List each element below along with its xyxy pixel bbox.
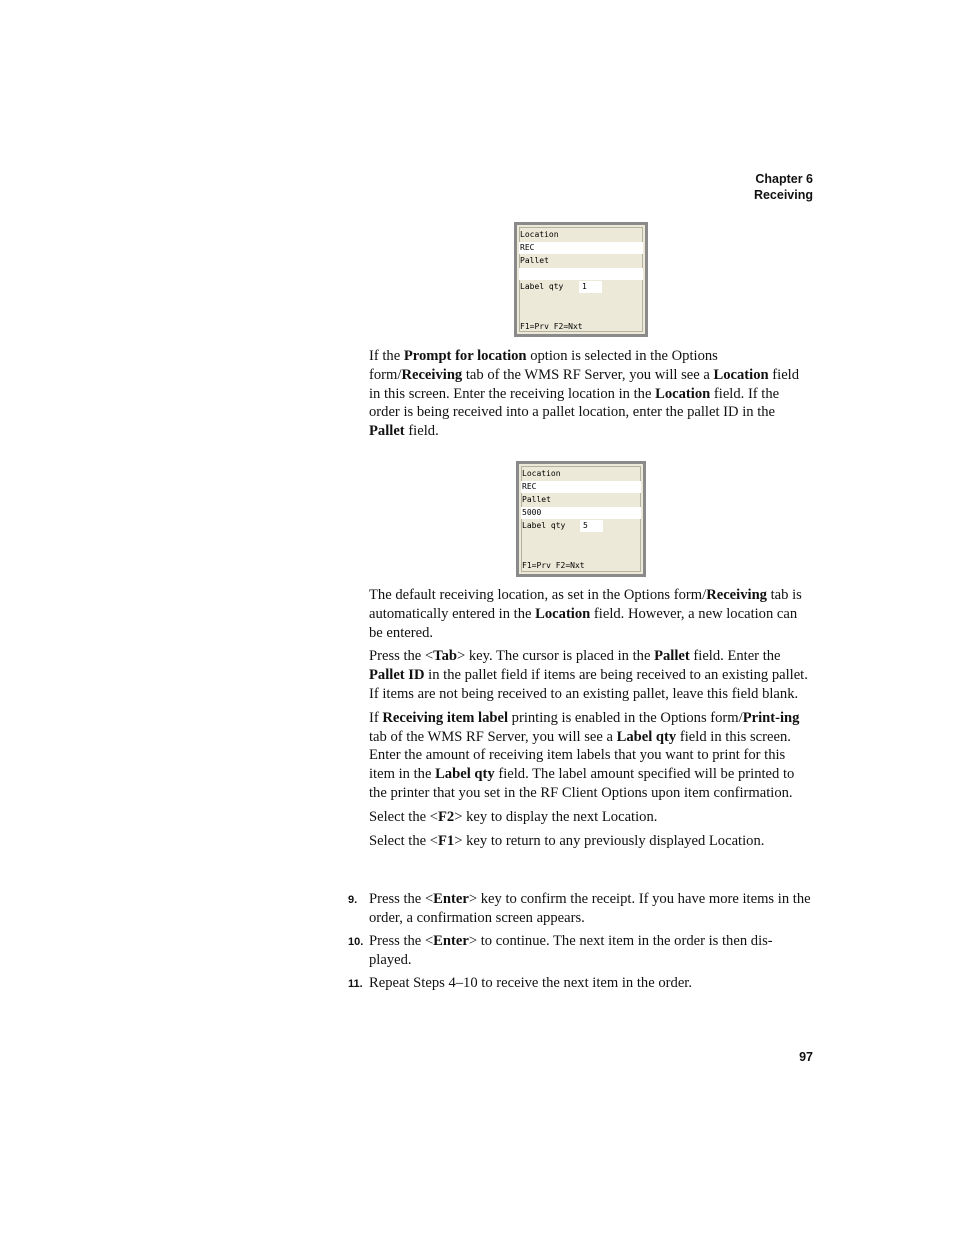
pallet-field[interactable] [519, 268, 643, 280]
label-qty-label: Label qty [520, 282, 564, 291]
paragraph-default-location: The default receiving location, as set in the Options form/Receiving tab is automatically entered in the Location field. However, a new location can be entered. [369, 587, 802, 641]
page-number: 97 [799, 1050, 813, 1064]
paragraph-label-qty: If Receiving item label printing is enabled in the Options form/Print-ing tab of the WMS RF Server, you will see a Label qty field in this screen. Enter the amount of receiving item labels that you want to print for this item in the Label qty field. The label amount specified will be printed to the printer that you set in the RF Client Options upon item confirmation. [369, 709, 800, 801]
label-qty-field[interactable]: 5 [580, 520, 603, 532]
running-header [754, 171, 813, 203]
paragraph-f2-key: Select the <F2> key to display the next Location. [369, 808, 658, 825]
location-label: Location [522, 469, 561, 478]
step-10: 10. Press the <Enter> to continue. The next item in the order is then dis-played. [348, 933, 773, 968]
pallet-label: Pallet [522, 495, 551, 504]
paragraph-prompt-location: If the Prompt for location option is selected in the Options form/Receiving tab of the WMS RF Server, you will see a Location field in this screen. Enter the receiving location in the Location field. If the order is being received into a pallet location, enter the pallet ID in the Pallet field. [369, 348, 800, 440]
location-field[interactable]: REC [519, 242, 643, 254]
paragraph-tab-key: Press the <Tab> key. The cursor is placed in the Pallet field. Enter the Pallet ID in the pallet field if items are being received to an existing pallet. If items are not being received to an existing pallet, leave this field blank. [369, 648, 808, 702]
rf-screen-2 [516, 461, 646, 577]
function-key-footer: F1=Prv F2=Nxt [520, 322, 583, 331]
location-field[interactable]: REC [521, 481, 641, 493]
step-11: 11. Repeat Steps 4–10 to receive the next item in the order. [348, 975, 692, 991]
chapter-label: Chapter 6 [755, 172, 813, 186]
pallet-field[interactable]: 5000 [521, 507, 641, 519]
instructions-block [369, 586, 812, 855]
location-label: Location [520, 230, 559, 239]
rf-screen-1 [514, 222, 648, 337]
function-key-footer: F1=Prv F2=Nxt [522, 561, 585, 570]
pallet-label: Pallet [520, 256, 549, 265]
paragraph-f1-key: Select the <F1> key to return to any previously displayed Location. [369, 832, 765, 849]
label-qty-field[interactable]: 1 [579, 281, 602, 293]
step-9: 9. Press the <Enter> key to confirm the receipt. If you have more items in the order, a confirmation screen appears. [348, 891, 811, 926]
section-label: Receiving [753, 188, 813, 202]
label-qty-label: Label qty [522, 521, 566, 530]
